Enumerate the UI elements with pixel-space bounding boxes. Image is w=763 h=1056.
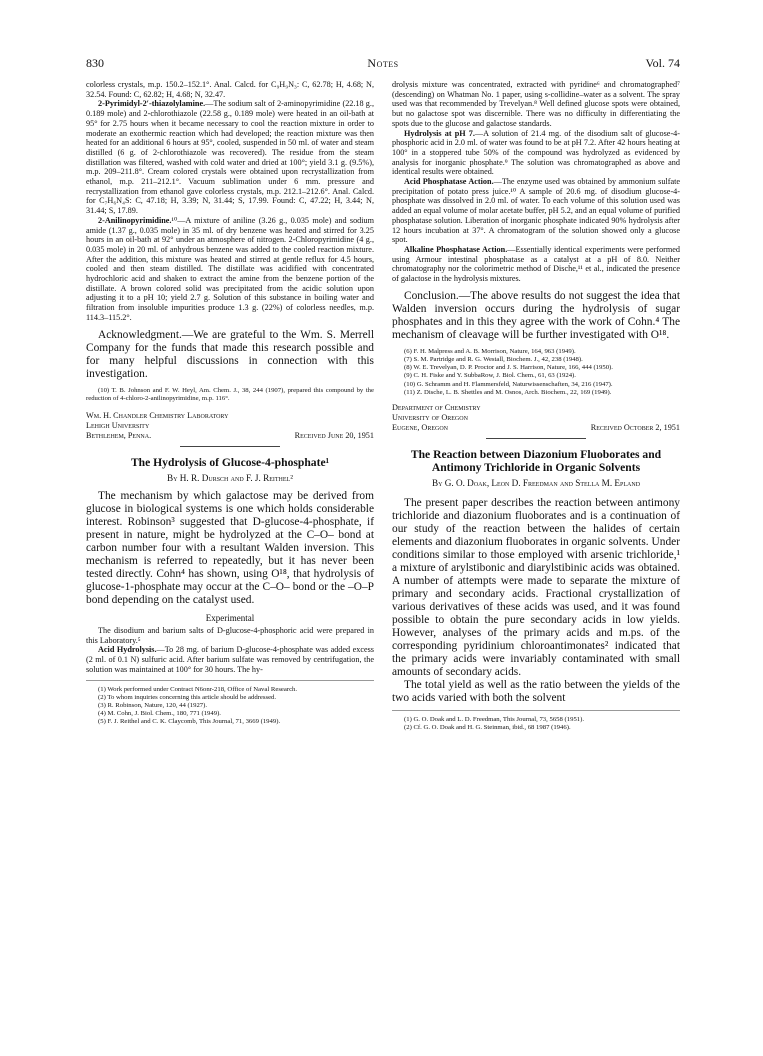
affiliation-line: Bethlehem, Penna. bbox=[86, 430, 152, 440]
paragraph-lead: Acid Phosphatase Action. bbox=[404, 177, 494, 187]
intro-paragraph: The mechanism by which galactose may be derived from glucose in biological systems is one which holds considerable interest. Robinson³ suggested that D-glucose-4-phosphate, if present in nature, might be hydrolyzed at the C–O– bond at carbon number four with a resultant Walden inversion. This mechanism is referred to repeatedly, but it has never been tested directly. Cohn⁴ has shown, using O¹⁸, that hydrolysis of glucose-1-phosphate may occur at the C–O– bond or the –O–P bond depending on the catalyst used. bbox=[86, 489, 374, 606]
received-date: Received October 2, 1951 bbox=[590, 422, 680, 432]
footnote: (5) F. J. Reithel and C. K. Claycomb, This Journal, 71, 3669 (1949). bbox=[98, 718, 281, 726]
section-name: Notes bbox=[367, 56, 399, 70]
conclusion: Conclusion.—The above results do not suggest the idea that Walden inversion occurs during the hydrolysis of sugar phosphates and in this they agree with the work of Cohn.⁴ The mechanism of cleavage will be further investigated with O¹⁸. bbox=[392, 289, 680, 341]
affiliation-line: Lehigh University bbox=[86, 420, 150, 430]
footnote: (1) G. O. Doak and L. D. Freedman, This Journal, 73, 5658 (1951). bbox=[404, 715, 585, 723]
left-column bbox=[86, 80, 374, 727]
footnote: (10) T. B. Johnson and F. W. Heyl, Am. Chem. J., 38, 244 (1907), prepared this compound by the reduction of 4-chloro-2-anilinopyrimidine, m.p. 116°. bbox=[86, 386, 374, 402]
footnote: (9) C. H. Fiske and Y. SubbaRow, J. Biol. Chem., 61, 63 (1924). bbox=[404, 372, 576, 380]
affiliation-line: Wm. H. Chandler Chemistry Laboratory bbox=[86, 410, 229, 420]
footnote: (3) R. Robinson, Nature, 120, 44 (1927). bbox=[98, 701, 208, 709]
paragraph-lead: Acid Hydrolysis. bbox=[98, 645, 157, 655]
paragraph-lead: Hydrolysis at pH 7. bbox=[404, 128, 475, 138]
paragraph: Acid Hydrolysis.—To 28 mg. of barium D-glucose-4-phosphate was added excess (2 ml. of 0.1 N) sulfuric acid. After barium sulfate was removed by centrifugation, the solution was maintained at 100° for 30 hours. The hy- bbox=[86, 645, 374, 674]
footnote: (7) S. M. Partridge and R. G. Westall, Biochem. J., 42, 238 (1948). bbox=[404, 355, 583, 363]
received-date: Received June 20, 1951 bbox=[294, 430, 374, 440]
footnote: (2) To whom inquiries concerning this article should be addressed. bbox=[98, 693, 277, 701]
affiliation-block bbox=[392, 403, 680, 433]
paragraph-lead: 2-Pyrimidyl-2′-thiazolylamine. bbox=[98, 99, 206, 109]
article-title: The Hydrolysis of Glucose-4-phosphate¹ bbox=[130, 455, 330, 469]
acknowledgment: Acknowledgment.—We are grateful to the Wm. S. Merrell Company for the funds that made this research possible and for many helpful discussions in connection with this investigation. bbox=[86, 328, 374, 380]
paragraph: 2-Pyrimidyl-2′-thiazolylamine.—The sodium salt of 2-aminopyrimidine (22.18 g., 0.189 mole) and 2-chlorothiazole (22.58 g., 0.189 mole) were heated in an oil-bath at 95° for 2.75 hours when it became necessary to cool the reaction mixture in order to moderate an exothermic reaction which had developed; the reaction mixture was then heated for an additional 6 hours at 95°, cooled, suspended in 50 ml. of water and steam distilled (6 g. of 2-chlorothiazole was recovered). The residue from the steam distillation was filtered, washed with cold water and dried at 100°; yield 3.1 g. (9.5%), m.p. 209–211.8°. Cream colored crystals were obtained upon recrystallization from ethanol, m.p. 211–212.1°. Vacuum sublimation under 6 mm. pressure and recrystallization from ethanol gave colorless crystals, m.p. 212.1–212.6°. Anal. Calcd. for C₇H₆N₄S: C, 47.18; H, 3.39; N, 31.44; S, 17.99. Found: C, 47.22; H, 3.44; N, 31.44; S, 17.89. bbox=[86, 99, 374, 216]
footnotes bbox=[86, 686, 374, 727]
paragraph: Hydrolysis at pH 7.—A solution of 21.4 mg. of the disodium salt of glucose-4-phosphoric acid in 2.0 ml. of water was found to be at pH 7.2. After 42 hours heating at 100° in a stoppered tube 50% of the compound was hydrolyzed as evidenced by analysis for inorganic phosphate.⁹ The solution was chromatographed as above and identical results were obtained. bbox=[392, 128, 680, 177]
footnote: (8) W. E. Trevelyan, D. P. Proctor and J. S. Harrison, Nature, 166, 444 (1950). bbox=[404, 364, 613, 372]
article-title: The Reaction between Diazonium Fluoborates and Antimony Trichloride in Organic Solvents bbox=[410, 447, 662, 474]
paragraph: Acid Phosphatase Action.—The enzyme used was obtained by ammonium sulfate precipitation of potato press juice.¹⁰ A sample of 20.6 mg. of disodium glucose-4-phosphate was dissolved in 2.0 ml. of water. To each volume of this solution used was added an equal volume of molar acetate buffer, pH 5.2, and an equal volume of purified phosphatase solution. Liberation of inorganic phosphate indicated 90% hydrolysis after 12 hours incubation at 37°. A chromatogram of the solution showed only a glucose spot. bbox=[392, 177, 681, 245]
right-column bbox=[392, 80, 680, 732]
body-paragraph: The total yield as well as the ratio between the yields of the two acids varied with both the solvent bbox=[392, 678, 680, 704]
paragraph-lead: Alkaline Phosphatase Action. bbox=[404, 244, 508, 254]
footnote: (1) Work performed under Contract N6onr-218, Office of Naval Research. bbox=[98, 685, 298, 693]
affiliation-line: Department of Chemistry bbox=[392, 402, 481, 412]
footnotes bbox=[392, 716, 680, 732]
footnote: (10) G. Schramm and H. Flammersfeld, Naturwissenschaften, 34, 216 (1947). bbox=[404, 380, 613, 388]
article-authors: By H. R. Dursch and F. J. Reithel² bbox=[167, 472, 293, 483]
paragraph-lead: 2-Anilinopyrimidine. bbox=[98, 215, 172, 225]
body-paragraph: The present paper describes the reaction between antimony trichloride and diazonium fluoborates and is a continuation of our study of the reaction between the halides of certain elements and diazonium fluoborates in organic solvents. Under conditions similar to those employed with arsenic trichloride,¹ a mixture of arylstibonic and diarylstibinic acids was obtained. A number of attempts were made to separate the mixture of primary and secondary acids. Fractional crystallization of various derivatives of these acids was used, and it was found possible to obtain the pure secondary acids in low yields. However, analyses of the primary acids and m.ps. of the corresponding pyridinium chloroantimonates² indicated that the primary acids were invariably contaminated with small amounts of secondary acids. bbox=[392, 496, 680, 678]
footnote-divider bbox=[392, 710, 680, 711]
affiliation-line: Eugene, Oregon bbox=[392, 422, 449, 432]
paragraph: The disodium and barium salts of D-glucose-4-phosphoric acid were prepared in this Laboratory.⁵ bbox=[86, 625, 374, 645]
footnote: (6) F. H. Malpress and A. B. Morrison, Nature, 164, 963 (1949). bbox=[404, 347, 576, 355]
footnotes bbox=[392, 348, 680, 397]
footnote: (2) Cf. G. O. Doak and H. G. Steinman, ibid., 68 1987 (1946). bbox=[404, 724, 571, 732]
paragraph: 2-Anilinopyrimidine.¹⁰—A mixture of aniline (3.26 g., 0.035 mole) and sodium amide (1.37 g., 0.035 mole) in 35 ml. of dry benzene was heated and stirred for 3.25 hours in an oil-bath at 92° under an atmosphere of nitrogen. 2-Chloropyrimidine (4 g., 0.035 mole) in 20 ml. of anhydrous benzene was added to the cooled reaction mixture. After the addition, this mixture was heated and stirred at gentle reflux for 4.5 hours, cooled and then steam distilled. The distillate was acidified with concentrated hydrochloric acid and shaken to extract the amine from the benzene portion of the distillate. A brown colored solid was precipitated from the acidic solution upon adjusting it to a pH 10; yield 2.7 g. Solution of this substance in boiling water and filtration from insoluble impurities produce 1.3 g. (22%) of colorless needles, m.p. 114.3–115.2°. bbox=[86, 215, 374, 322]
affiliation-block bbox=[86, 411, 374, 441]
section-heading: Experimental bbox=[205, 612, 255, 623]
divider bbox=[180, 446, 280, 447]
paragraph: drolysis mixture was concentrated, extracted with pyridine⁶ and chromatographed⁷ (descending) on Whatman No. 1 paper, using s-collidine–water as a solvent. The spray used was that recommended by Trevelyan.⁸ Well defined glucose spots were obtained, but no galactose spot was discernible. There was no difficulty in differentiating the spots due to the glucose and galactose standards. bbox=[392, 80, 680, 128]
footnote: (4) M. Cohn, J. Biol. Chem., 180, 771 (1949). bbox=[98, 710, 221, 718]
paragraph: colorless crystals, m.p. 150.2–152.1°. Anal. Calcd. for C₉H₉N₃: C, 62.78; H, 4.68; N, 32.54. Found: C, 62.82; H, 4.68; N, 32.47. bbox=[86, 80, 374, 99]
article-authors: By G. O. Doak, Leon D. Freedman and Stella M. Epland bbox=[431, 477, 641, 488]
footnote-divider bbox=[86, 680, 374, 681]
paragraph: Alkaline Phosphatase Action.—Essentially identical experiments were performed using Armour intestinal phosphatase as a catalyst at a pH of 8.0. Neither chromatography nor the colorimetric method of Dische,¹¹ et al., indicated the presence of galactose in the hydrolysis mixtures. bbox=[392, 244, 680, 284]
page-number: 830 bbox=[86, 56, 104, 70]
volume-number: Vol. 74 bbox=[645, 56, 680, 70]
footnote: (11) Z. Dische, L. B. Shettles and M. Osnos, Arch. Biochem., 22, 169 (1949). bbox=[404, 388, 612, 396]
divider bbox=[486, 438, 586, 439]
affiliation-line: University of Oregon bbox=[392, 412, 468, 422]
